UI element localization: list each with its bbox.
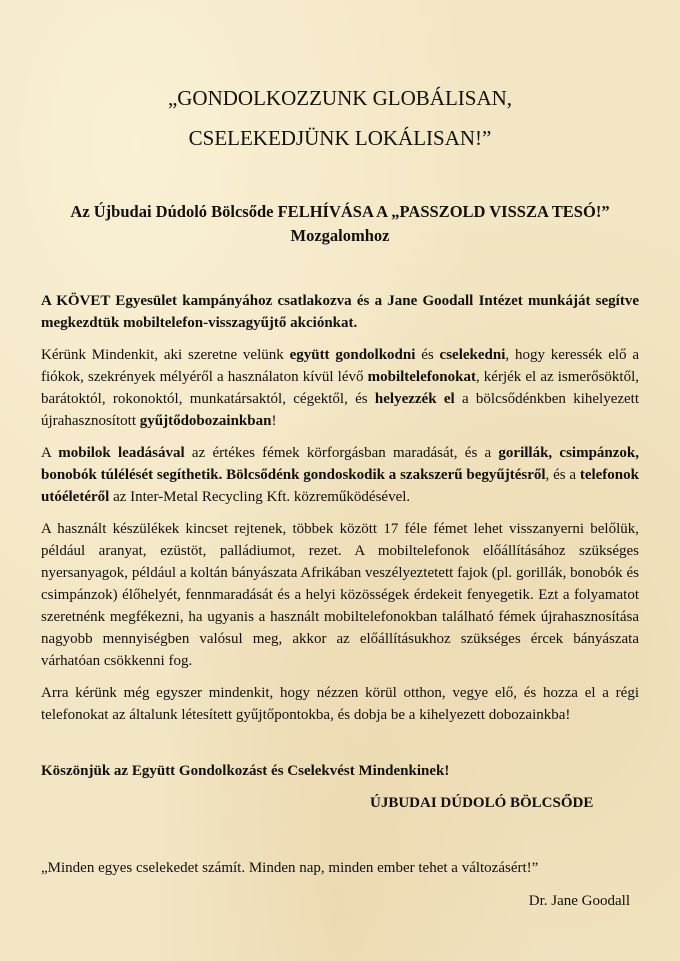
- quote-author: Dr. Jane Goodall: [528, 893, 630, 909]
- emphasis: telefonok utóéletéről: [41, 467, 639, 505]
- text: és: [415, 347, 440, 363]
- emphasis: gorillák, csimpánzok, bonobók túlélését segíthetik. Bölcsődénk gondoskodik a szakszerű begyűjtésről: [41, 445, 640, 483]
- thanks-line: Köszönjük az Együtt Gondolkozást és Cselekvést Mindenkinek!: [41, 763, 450, 779]
- paragraph-2: [41, 442, 639, 508]
- text: az Inter-Metal Recycling Kft. közreműködésével.: [109, 489, 411, 505]
- body-text: [41, 290, 639, 736]
- text: , és a: [545, 467, 580, 483]
- paragraph-1: [41, 344, 639, 432]
- paragraph-3: A használt készülékek kincset rejtenek, többek között 17 féle fémet lehet visszanyerni belőlük, például aranyat, ezüstöt, palládiumot, rezet. A mobiltelefonok előállításához szükséges nyersanyagok, például a koltán bányászata Afrikában veszélyeztetett fajok (pl. gorillák, bonobók és csimpánzok) élőhelyét, fennmaradását és a helyi közösségek érdekeit fenyegetik. Ezt a folyamatot szeretnénk megfékezni, ha ugyanis a használt mobiltelefonokban található fémek újrahasznosítása nagyobb mennyiségben valósul meg, akkor az előállításukhoz szükséges ércek bányászata várhatóan csökkenni fog.: [41, 521, 639, 669]
- lead-paragraph: A KÖVET Egyesület kampányához csatlakozva és a Jane Goodall Intézet munkáját segítve megkezdtük mobiltelefon-visszagyűjtő akciónkat.: [41, 293, 639, 331]
- text: A: [41, 445, 59, 461]
- quote: „Minden egyes cselekedet számít. Minden nap, minden ember tehet a változásért!”: [41, 860, 539, 876]
- text: !: [271, 413, 277, 429]
- subtitle: Az Újbudai Dúdoló Bölcsőde FELHÍVÁSA A „PASSZOLD VISSZA TESÓ!” Mozgalomhoz: [70, 202, 610, 245]
- emphasis: helyezzék el: [374, 391, 455, 407]
- signature-organization: ÚJBUDAI DÚDOLÓ BÖLCSŐDE: [370, 795, 594, 811]
- text: , kérjék el az ismerősöktől, barátoktól, rokonoktól, munkatársaktól, cégektől, és: [41, 369, 640, 407]
- emphasis: mobilok leadásával: [58, 445, 185, 461]
- text: Kérünk Mindenkit, aki szeretne velünk: [41, 347, 290, 363]
- title-line-1: „GONDOLKOZZUNK GLOBÁLISAN,: [167, 86, 513, 110]
- emphasis: mobiltelefonokat: [367, 369, 476, 385]
- text: a bölcsődénkben kihelyezett újrahasznosított: [41, 391, 639, 429]
- text: az értékes fémek körforgásban maradását, és a: [184, 445, 499, 461]
- paragraph-4: Arra kérünk még egyszer mindenkit, hogy nézzen körül otthon, vegye elő, és hozza el a régi telefonokat az általunk létesített gyűjtőpontokba, és dobja be a kihelyezett dobozainkba!: [41, 685, 639, 723]
- emphasis: együtt gondolkodni: [289, 347, 416, 363]
- emphasis: gyűjtődobozainkban: [139, 413, 272, 429]
- title-line-2: CSELEKEDJÜNK LOKÁLISAN!”: [188, 126, 492, 150]
- emphasis: cselekedni: [439, 347, 506, 363]
- text: , hogy keressék elő a fiókok, szekrények mélyéről a használaton kívül lévő: [41, 347, 640, 385]
